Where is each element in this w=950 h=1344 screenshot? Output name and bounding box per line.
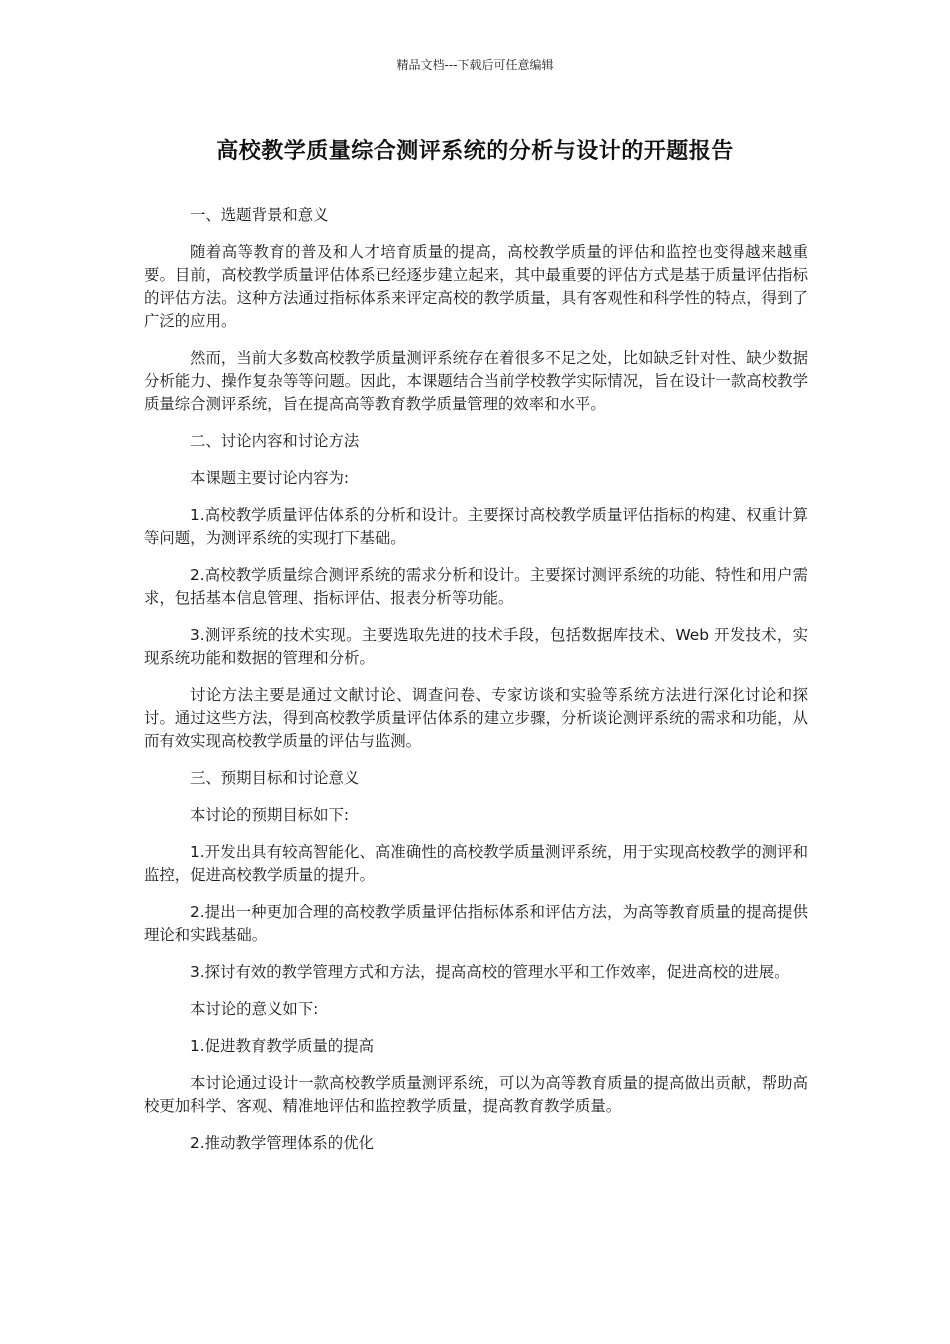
paragraph: 本讨论通过设计一款高校教学质量测评系统，可以为高等教育质量的提高做出贡献，帮助高校更加科学、客观、精准地评估和监控教学质量，提高教育教学质量。 bbox=[144, 1074, 808, 1115]
list-item: 2.推动教学管理体系的优化 bbox=[190, 1134, 374, 1152]
list-item: 1.促进教育教学质量的提高 bbox=[190, 1037, 374, 1055]
list-item: 2.提出一种更加合理的高校教学质量评估指标体系和评估方法，为高等教育质量的提高提供理论和实践基础。 bbox=[144, 903, 808, 944]
list-item: 3.探讨有效的教学管理方式和方法，提高高校的管理水平和工作效率，促进高校的进展。 bbox=[190, 963, 790, 981]
paragraph: 讨论方法主要是通过文献讨论、调查问卷、专家访谈和实验等系统方法进行深化讨论和探讨。通过这些方法，得到高校教学质量评估体系的建立步骤，分析谈论测评系统的需求和功能，从而有效实现高校教学质量的评估与监测。 bbox=[144, 686, 808, 750]
paragraph: 随着高等教育的普及和人才培育质量的提高，高校教学质量的评估和监控也变得越来越重要。目前，高校教学质量评估体系已经逐步建立起来，其中最重要的评估方式是基于质量评估指标的评估方法。这种方法通过指标体系来评定高校的教学质量，具有客观性和科学性的特点，得到了广泛的应用。 bbox=[144, 243, 808, 330]
header-note: 精品文档---下载后可任意编辑 bbox=[396, 58, 554, 72]
paragraph: 然而，当前大多数高校教学质量测评系统存在着很多不足之处，比如缺乏针对性、缺少数据分析能力、操作复杂等等问题。因此，本课题结合当前学校教学实际情况，旨在设计一款高校教学质量综合测评系统，旨在提高高等教育教学质量管理的效率和水平。 bbox=[144, 349, 808, 413]
paragraph: 本讨论的意义如下: bbox=[190, 1000, 319, 1018]
paragraph: 本课题主要讨论内容为: bbox=[190, 469, 350, 487]
document-body bbox=[144, 204, 808, 1169]
list-item: 3.测评系统的技术实现。主要选取先进的技术手段，包括数据库技术、Web 开发技术，实现系统功能和数据的管理和分析。 bbox=[144, 626, 808, 667]
section-heading-background: 一、选题背景和意义 bbox=[190, 206, 329, 224]
list-item: 2.高校教学质量综合测评系统的需求分析和设计。主要探讨测评系统的功能、特性和用户需求，包括基本信息管理、指标评估、报表分析等功能。 bbox=[144, 566, 808, 607]
document-title: 高校教学质量综合测评系统的分析与设计的开题报告 bbox=[216, 139, 734, 164]
list-item: 1.高校教学质量评估体系的分析和设计。主要探讨高校教学质量评估指标的构建、权重计算等问题，为测评系统的实现打下基础。 bbox=[144, 506, 808, 547]
list-item: 1.开发出具有较高智能化、高准确性的高校教学质量测评系统，用于实现高校教学的测评和监控，促进高校教学质量的提升。 bbox=[144, 843, 808, 884]
section-heading-content-methods: 二、讨论内容和讨论方法 bbox=[190, 432, 360, 450]
paragraph: 本讨论的预期目标如下: bbox=[190, 806, 350, 824]
section-heading-goals: 三、预期目标和讨论意义 bbox=[190, 769, 360, 787]
